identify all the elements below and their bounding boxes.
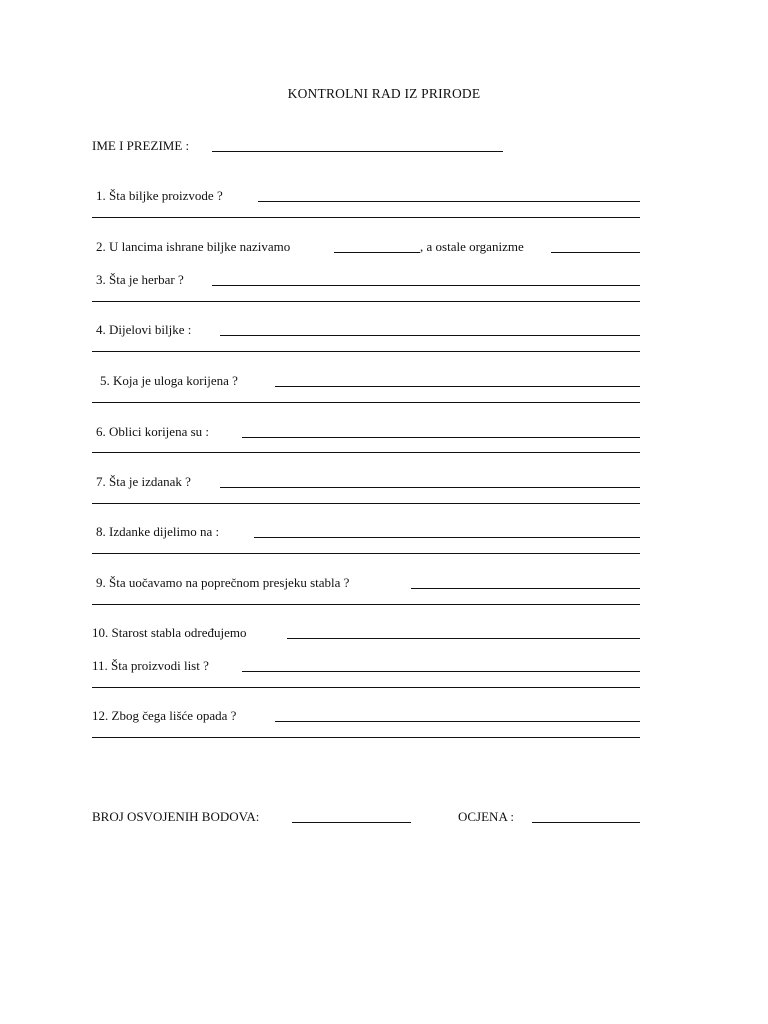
- answer-7-line-2[interactable]: [92, 503, 640, 504]
- answer-11-line-2[interactable]: [92, 687, 640, 688]
- question-1: [0, 187, 768, 207]
- name-label: IME I PREZIME :: [92, 138, 190, 153]
- question-6-label: 6. Oblici korijena su :: [96, 424, 210, 439]
- answer-9-line-2[interactable]: [92, 604, 640, 605]
- question-10: [0, 624, 768, 644]
- answer-6-line-2[interactable]: [92, 452, 640, 453]
- answer-11-line-1[interactable]: [242, 671, 640, 672]
- question-12: [0, 707, 768, 727]
- answer-5-line-2[interactable]: [92, 402, 640, 403]
- answer-12-line-1[interactable]: [275, 721, 640, 722]
- question-6: [0, 423, 768, 443]
- answer-1-line-1[interactable]: [258, 201, 640, 202]
- question-3: [0, 271, 768, 291]
- answer-10-line[interactable]: [287, 638, 640, 639]
- question-5: [0, 372, 768, 392]
- answer-5-line-1[interactable]: [275, 386, 640, 387]
- answer-2-producers-field[interactable]: [334, 252, 420, 253]
- question-2-label: 2. U lancima ishrane biljke nazivamo: [96, 239, 291, 254]
- question-4: [0, 321, 768, 341]
- question-9: [0, 574, 768, 594]
- answer-12-line-2[interactable]: [92, 737, 640, 738]
- question-8-label: 8. Izdanke dijelimo na :: [96, 524, 220, 539]
- points-label: BROJ OSVOJENIH BODOVA:: [92, 809, 260, 824]
- question-1-label: 1. Šta biljke proizvode ?: [96, 188, 223, 203]
- answer-1-line-2[interactable]: [92, 217, 640, 218]
- question-8: [0, 523, 768, 543]
- answer-4-line-2[interactable]: [92, 351, 640, 352]
- points-field[interactable]: [292, 822, 411, 823]
- question-4-label: 4. Dijelovi biljke :: [96, 322, 192, 337]
- grade-field[interactable]: [532, 822, 640, 823]
- question-11-label: 11. Šta proizvodi list ?: [92, 658, 209, 673]
- question-2-label-continued: , a ostale organizme: [420, 239, 524, 254]
- question-3-label: 3. Šta je herbar ?: [96, 272, 184, 287]
- answer-2-others-field[interactable]: [551, 252, 640, 253]
- answer-8-line-2[interactable]: [92, 553, 640, 554]
- answer-3-line-2[interactable]: [92, 301, 640, 302]
- footer-row: [0, 808, 768, 828]
- question-10-label: 10. Starost stabla određujemo: [92, 625, 247, 640]
- question-7-label: 7. Šta je izdanak ?: [96, 474, 191, 489]
- grade-label: OCJENA :: [458, 809, 514, 824]
- answer-3-line-1[interactable]: [212, 285, 640, 286]
- name-row: [0, 137, 768, 157]
- question-7: [0, 473, 768, 493]
- answer-9-line-1[interactable]: [411, 588, 640, 589]
- question-11: [0, 657, 768, 677]
- page-title: KONTROLNI RAD IZ PRIRODE: [287, 86, 481, 101]
- answer-8-line-1[interactable]: [254, 537, 640, 538]
- answer-4-line-1[interactable]: [220, 335, 640, 336]
- question-5-label: 5. Koja je uloga korijena ?: [100, 373, 238, 388]
- answer-7-line-1[interactable]: [220, 487, 640, 488]
- answer-6-line-1[interactable]: [242, 437, 640, 438]
- question-2: [0, 238, 768, 258]
- question-9-label: 9. Šta uočavamo na poprečnom presjeku stabla ?: [96, 575, 350, 590]
- name-field[interactable]: [212, 151, 503, 152]
- question-12-label: 12. Zbog čega lišće opada ?: [92, 708, 237, 723]
